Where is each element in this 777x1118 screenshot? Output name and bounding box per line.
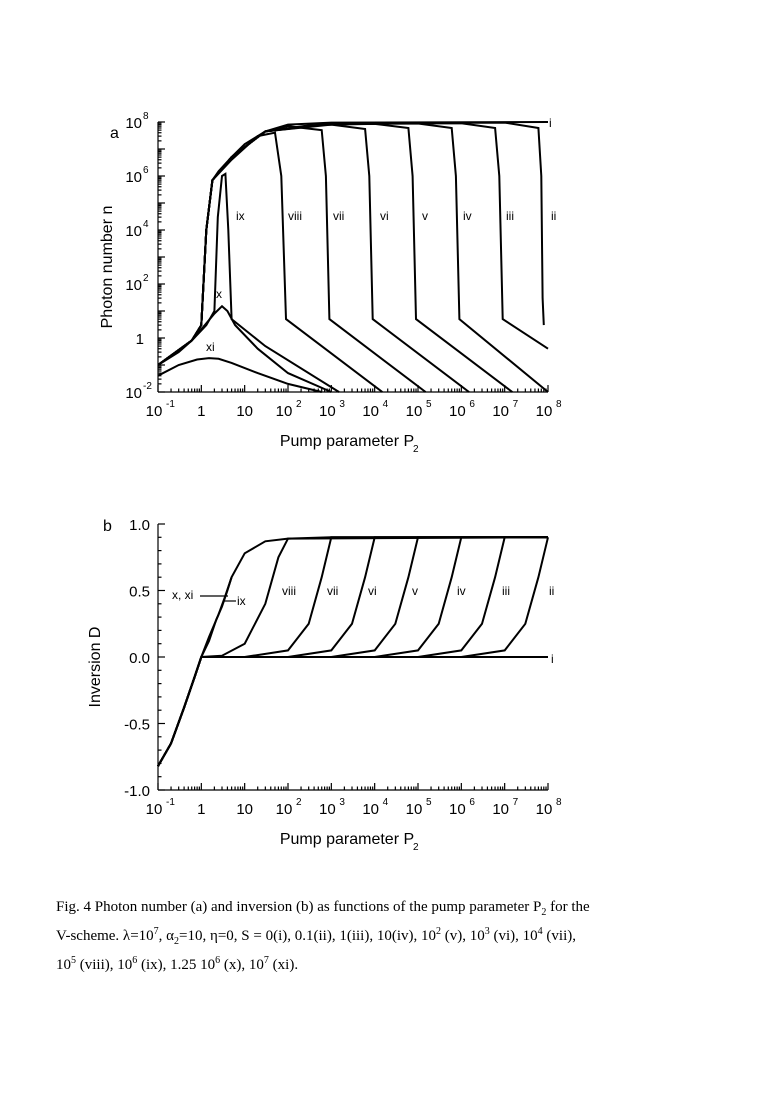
panel-letter: a xyxy=(110,125,119,142)
x-tick-label: 10 xyxy=(405,403,423,420)
series-curve-vi xyxy=(158,537,548,766)
y-tick-label: 0.0 xyxy=(129,650,150,667)
caption-sup: 7 xyxy=(263,955,269,966)
series-curve-v xyxy=(158,537,548,766)
curve-label: iii xyxy=(502,584,510,598)
y-tick-exponent: 6 xyxy=(143,165,149,176)
panel-letter: b xyxy=(103,518,112,535)
x-tick-label: 10 xyxy=(362,403,380,420)
x-axis-title-sub: 2 xyxy=(413,842,419,853)
caption-sup: 7 xyxy=(153,926,159,937)
x-tick-label: 1 xyxy=(197,403,206,420)
y-axis-title: Photon number n xyxy=(99,205,116,329)
x-tick-exponent: 7 xyxy=(512,399,519,410)
x-tick-label: 10 xyxy=(275,801,293,818)
y-tick-exponent: 4 xyxy=(143,219,149,230)
x-tick-exponent: -1 xyxy=(166,797,175,808)
x-tick-exponent: 6 xyxy=(469,399,475,410)
x-tick-label: 10 xyxy=(405,801,423,818)
x-axis-title: Pump parameter P xyxy=(279,831,415,848)
curve-label: viii xyxy=(282,584,296,598)
x-tick-exponent: 5 xyxy=(426,399,432,410)
x-tick-exponent: 8 xyxy=(556,797,562,808)
caption-text: (v), 10 xyxy=(440,928,485,944)
x-tick-exponent: 3 xyxy=(339,399,345,410)
x-tick-exponent: 2 xyxy=(296,399,302,410)
x-tick-exponent: 2 xyxy=(296,797,302,808)
curve-label: v xyxy=(422,209,428,223)
y-tick-label: 10 xyxy=(125,115,142,132)
x-tick-label: 10 xyxy=(318,801,336,818)
x-tick-label: 10 xyxy=(492,801,510,818)
caption-text: V-scheme. λ=10 xyxy=(56,928,154,944)
series-curve-iii xyxy=(158,537,548,766)
series-curve-ii xyxy=(158,537,548,766)
x-tick-label: 10 xyxy=(535,403,553,420)
y-tick-label: 1.0 xyxy=(129,517,150,534)
curve-label: xi xyxy=(206,340,215,354)
curve-label: ii xyxy=(549,584,555,598)
y-tick-label: -1.0 xyxy=(124,783,150,800)
curve-label: iv xyxy=(457,584,466,598)
series-curve-x-xi xyxy=(158,537,548,766)
x-tick-exponent: 6 xyxy=(469,797,475,808)
x-tick-exponent: 4 xyxy=(382,399,389,410)
curve-label: v xyxy=(412,584,418,598)
x-tick-label: 10 xyxy=(492,403,510,420)
series-curve-xi xyxy=(158,358,322,392)
caption-sub: 2 xyxy=(174,936,180,947)
x-tick-exponent: 8 xyxy=(556,399,562,410)
caption-text: (ix), 1.25 10 xyxy=(137,957,216,973)
x-axis-title-sub: 2 xyxy=(413,444,419,455)
curve-label: ix xyxy=(236,209,245,223)
x-tick-label: 10 xyxy=(318,403,336,420)
curve-label: ix xyxy=(237,594,246,608)
curve-label: viii xyxy=(288,209,302,223)
caption-sup: 6 xyxy=(215,955,221,966)
x-tick-label: 10 xyxy=(448,801,466,818)
series-curve-vii xyxy=(158,126,426,392)
series-curve-vii xyxy=(158,537,548,766)
caption-sub: 2 xyxy=(541,907,547,918)
series-curve-iv xyxy=(158,537,548,766)
caption-sup: 6 xyxy=(132,955,138,966)
x-axis-title: Pump parameter P xyxy=(279,433,415,450)
series-curve-ix xyxy=(158,174,339,392)
series-curve-x xyxy=(158,306,331,392)
x-tick-exponent: 5 xyxy=(426,797,432,808)
caption-sup: 5 xyxy=(71,955,76,966)
caption-text: for the xyxy=(546,899,590,915)
y-tick-label: 10 xyxy=(125,169,142,186)
figure-caption xyxy=(56,898,696,975)
y-tick-label: 1 xyxy=(135,331,144,348)
caption-text: =10, η=0, S = 0(i), 0.1(ii), 1(iii), 10(iv), 10 xyxy=(179,928,436,944)
y-axis-title: Inversion D xyxy=(87,626,104,708)
y-tick-label: 10 xyxy=(125,385,142,402)
y-tick-label: 10 xyxy=(125,277,142,294)
caption-text: (x), 10 xyxy=(220,957,264,973)
curve-label: vii xyxy=(327,584,339,598)
x-tick-label: 10 xyxy=(145,403,163,420)
curve-label: vii xyxy=(333,209,345,223)
curve-label: ii xyxy=(551,209,557,223)
curve-label: vi xyxy=(368,584,377,598)
y-tick-exponent: 2 xyxy=(143,273,149,284)
x-tick-label: 1 xyxy=(197,801,206,818)
y-tick-exponent: -2 xyxy=(143,381,152,392)
curve-label: iii xyxy=(506,209,514,223)
caption-sup: 3 xyxy=(484,926,490,937)
panel-b xyxy=(87,517,562,853)
x-tick-exponent: -1 xyxy=(166,399,175,410)
series-curve-viii xyxy=(158,537,548,766)
curve-label: x, xi xyxy=(172,588,194,602)
curve-label: vi xyxy=(380,209,389,223)
x-tick-exponent: 4 xyxy=(382,797,389,808)
curve-label: i xyxy=(549,116,552,130)
x-tick-label: 10 xyxy=(362,801,380,818)
curve-label: i xyxy=(551,652,554,666)
caption-text: (xi). xyxy=(268,957,299,973)
caption-text: (vii), xyxy=(542,928,576,944)
curve-label: iv xyxy=(463,209,472,223)
x-tick-label: 10 xyxy=(145,801,163,818)
caption-text: Fig. 4 Photon number (a) and inversion (b) as functions of the pump parameter P xyxy=(56,899,542,915)
caption-text: , α xyxy=(158,928,175,944)
x-tick-exponent: 7 xyxy=(512,797,519,808)
caption-text: 10 xyxy=(56,957,71,973)
y-tick-label: 0.5 xyxy=(129,583,150,601)
x-tick-label: 10 xyxy=(236,801,254,818)
caption-sup: 4 xyxy=(537,926,543,937)
series-curve-ix xyxy=(158,577,232,766)
series-curve-viii xyxy=(158,133,382,392)
x-tick-label: 10 xyxy=(448,403,466,420)
series-curve-i xyxy=(158,657,548,766)
x-tick-label: 10 xyxy=(275,403,293,420)
y-tick-label: -0.5 xyxy=(124,716,150,734)
x-tick-label: 10 xyxy=(535,801,553,818)
caption-text: (viii), 10 xyxy=(76,957,133,973)
caption-text: (vi), 10 xyxy=(489,928,538,944)
x-tick-label: 10 xyxy=(236,403,254,420)
x-tick-exponent: 3 xyxy=(339,797,345,808)
caption-sup: 2 xyxy=(435,926,441,937)
y-tick-exponent: 8 xyxy=(143,111,149,122)
panel-a xyxy=(99,111,562,455)
curve-label: x xyxy=(216,287,222,301)
y-tick-label: 10 xyxy=(125,223,142,240)
